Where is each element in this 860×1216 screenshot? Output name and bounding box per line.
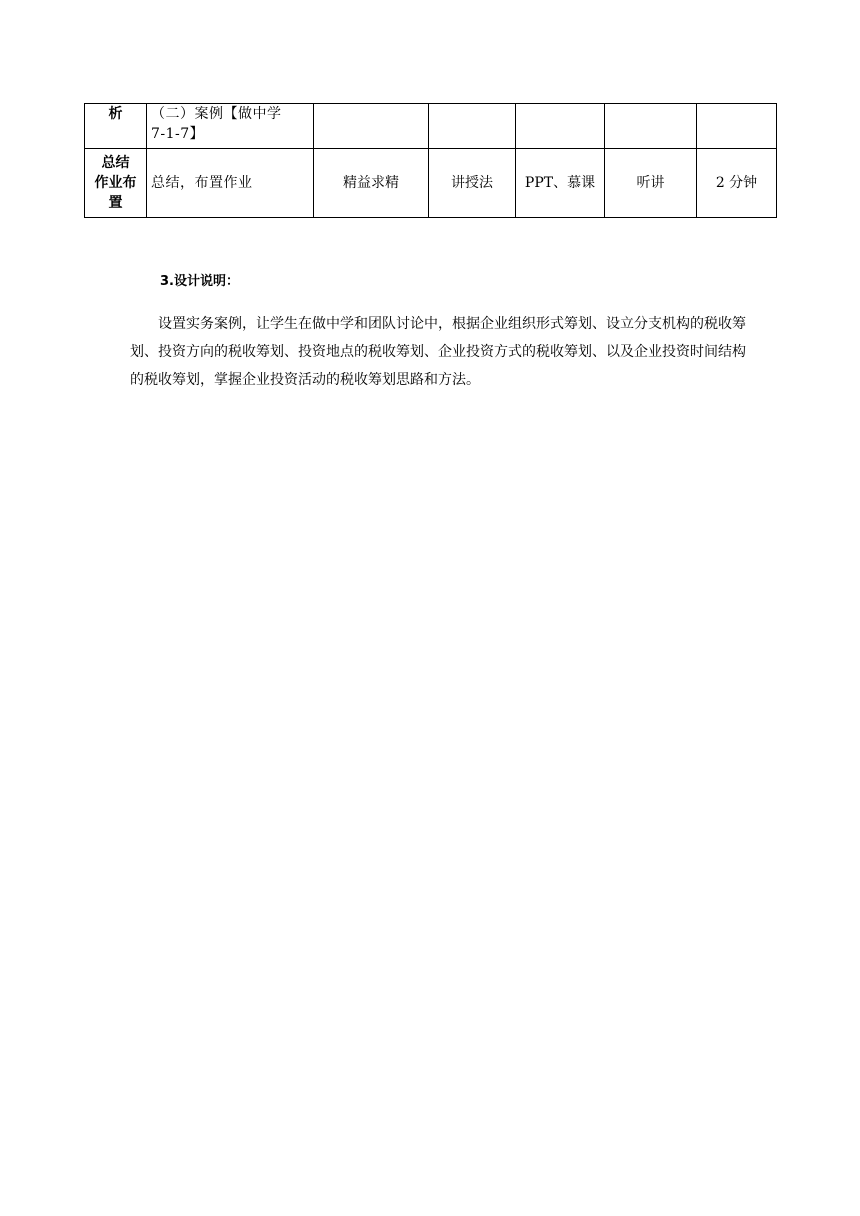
content-line: 7-1-7】 <box>151 126 205 142</box>
lesson-plan-table <box>84 103 777 218</box>
stage-label-line: 置 <box>108 195 123 211</box>
table-row-summary <box>85 149 777 218</box>
stage-cell <box>85 104 147 149</box>
stage-cell <box>85 149 147 218</box>
method-cell: 讲授法 <box>429 149 516 218</box>
content-line: （二）案例【做中学 <box>151 106 282 122</box>
content-cell <box>147 104 314 149</box>
stage-label-line: 作业布 <box>94 175 137 191</box>
student-activity-cell <box>605 104 697 149</box>
table-row-analysis <box>85 104 777 149</box>
goal-cell: 精益求精 <box>314 149 429 218</box>
content-cell: 总结，布置作业 <box>147 149 314 218</box>
goal-cell <box>314 104 429 149</box>
time-cell <box>697 104 777 149</box>
resources-cell: PPT、慕课 <box>516 149 605 218</box>
resources-cell <box>516 104 605 149</box>
design-note-heading: 3.设计说明： <box>160 274 239 289</box>
stage-label: 析 <box>108 106 123 122</box>
design-note-paragraph: 设置实务案例，让学生在做中学和团队讨论中，根据企业组织形式筹划、设立分支机构的税收筹划、投资方向的税收筹划、投资地点的税收筹划、企业投资方式的税收筹划、以及企业投资时间结构的税收筹划，掌握企业投资活动的税收筹划思路和方法。 <box>130 316 746 388</box>
student-activity-cell: 听讲 <box>605 149 697 218</box>
stage-label-line: 总结 <box>101 155 130 171</box>
method-cell <box>429 104 516 149</box>
time-cell: 2 分钟 <box>697 149 777 218</box>
